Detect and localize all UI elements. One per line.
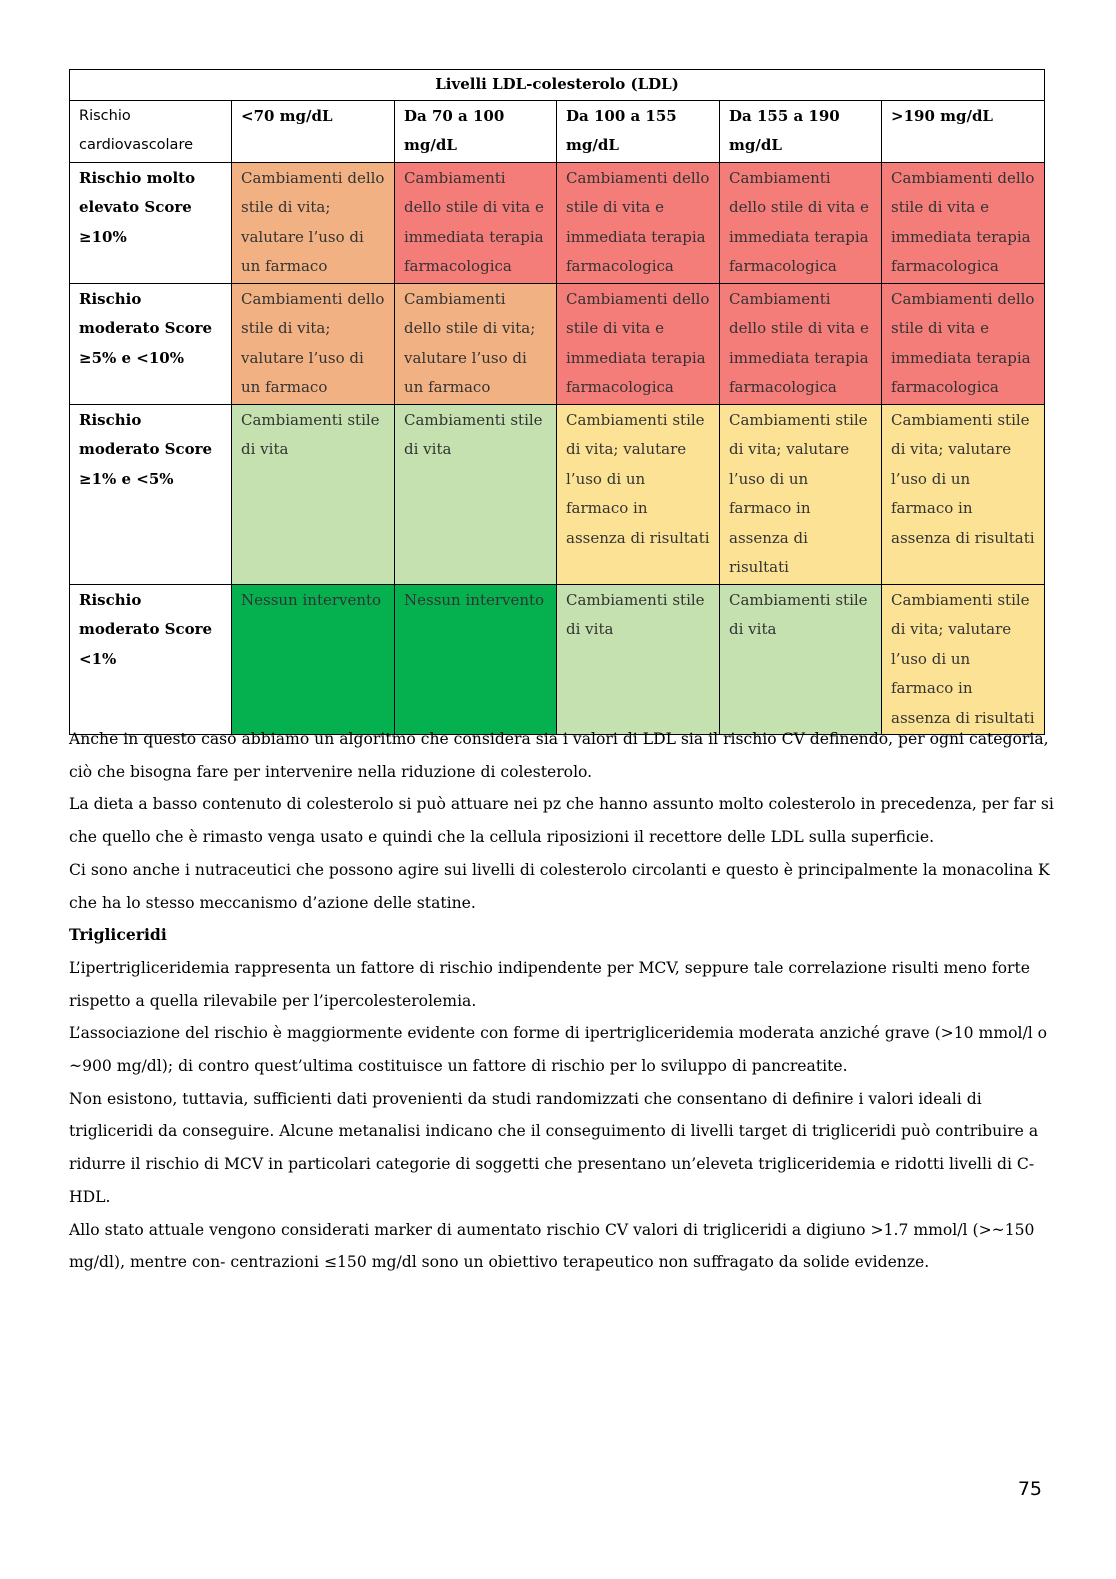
table-row [70,584,1045,735]
row-header: Rischio molto elevato Score ≥10% [70,162,232,283]
section-heading: Trigliceridi [69,925,167,945]
recommendation-cell: Cambiamenti dello stile di vita e immediata terapia farmacologica [557,162,720,283]
recommendation-cell: Cambiamenti dello stile di vita; valutare l’uso di un farmaco [232,283,395,404]
column-header: Da 155 a 190 mg/dL [720,100,882,162]
recommendation-cell: Cambiamenti dello stile di vita e immediata terapia farmacologica [557,283,720,404]
recommendation-cell: Cambiamenti dello stile di vita; valutare l’uso di un farmaco [395,283,557,404]
column-header: <70 mg/dL [232,100,395,162]
paragraph: Ci sono anche i nutraceutici che possono agire sui livelli di colesterolo circolanti e questo è principalmente la monacolina K che ha lo stesso meccanismo d’azione delle statine. [69,860,1050,912]
recommendation-cell: Cambiamenti stile di vita; valutare l’uso di un farmaco in assenza di risultati [882,584,1045,735]
row-header: Rischio moderato Score <1% [70,584,232,735]
recommendation-cell: Cambiamenti dello stile di vita e immediata terapia farmacologica [720,162,882,283]
table-row [70,404,1045,584]
column-header: Da 70 a 100 mg/dL [395,100,557,162]
recommendation-cell: Cambiamenti stile di vita [395,404,557,584]
ldl-risk-table [69,69,1045,735]
recommendation-cell: Nessun intervento [232,584,395,735]
recommendation-cell: Cambiamenti dello stile di vita; valutare l’uso di un farmaco [232,162,395,283]
paragraph: La dieta a basso contenuto di colesterolo si può attuare nei pz che hanno assunto molto colesterolo in precedenza, per far si che quello che è rimasto venga usato e quindi che la cellula riposizioni il recettore delle LDL sulla superficie. [69,795,1054,847]
body-text [69,723,1054,1279]
table-title: Livelli LDL-colesterolo (LDL) [70,70,1045,101]
page-number: 75 [1017,1478,1042,1500]
recommendation-cell: Cambiamenti stile di vita; valutare l’uso di un farmaco in assenza di risultati [720,404,882,584]
column-header: >190 mg/dL [882,100,1045,162]
recommendation-cell: Nessun intervento [395,584,557,735]
recommendation-cell: Cambiamenti dello stile di vita e immediata terapia farmacologica [720,283,882,404]
column-header: Da 100 a 155 mg/dL [557,100,720,162]
recommendation-cell: Cambiamenti stile di vita; valutare l’uso di un farmaco in assenza di risultati [557,404,720,584]
recommendation-cell: Cambiamenti dello stile di vita e immediata terapia farmacologica [882,283,1045,404]
recommendation-cell: Cambiamenti stile di vita [232,404,395,584]
row-header: Rischio moderato Score ≥5% e <10% [70,283,232,404]
paragraph: Non esistono, tuttavia, sufficienti dati provenienti da studi randomizzati che consentano di definire i valori ideali di trigliceridi da conseguire. Alcune metanalisi indicano che il conseguimento di livelli target di trigliceridi può contribuire a ridurre il rischio di MCV in particolari categorie di soggetti che presentano un’eleveta trigliceridemia e ridotti livelli di C-HDL. [69,1089,1039,1206]
corner-header: Rischio cardiovascolare [70,100,232,162]
row-header: Rischio moderato Score ≥1% e <5% [70,404,232,584]
recommendation-cell: Cambiamenti stile di vita [720,584,882,735]
paragraph: L’associazione del rischio è maggiormente evidente con forme di ipertrigliceridemia moderata anziché grave (>10 mmol/l o ~900 mg/dl); di contro quest’ultima costituisce un fattore di rischio per lo sviluppo di pancreatite. [69,1024,1048,1076]
recommendation-cell: Cambiamenti dello stile di vita e immediata terapia farmacologica [395,162,557,283]
table-row [70,162,1045,283]
recommendation-cell: Cambiamenti stile di vita [557,584,720,735]
paragraph: Anche in questo caso abbiamo un algoritmo che considera sia i valori di LDL sia il rischio CV definendo, per ogni categoria, ciò che bisogna fare per intervenire nella riduzione di colesterolo. [69,730,1049,781]
paragraph: Allo stato attuale vengono considerati marker di aumentato rischio CV valori di trigliceridi a digiuno >1.7 mmol/l (>~150 mg/dl), mentre con- centrazioni ≤150 mg/dl sono un obiettivo terapeutico non suffragato da solide evidenze. [69,1220,1035,1272]
table-row [70,283,1045,404]
recommendation-cell: Cambiamenti stile di vita; valutare l’uso di un farmaco in assenza di risultati [882,404,1045,584]
paragraph: L’ipertrigliceridemia rappresenta un fattore di rischio indipendente per MCV, seppure tale correlazione risulti meno forte rispetto a quella rilevabile per l’ipercolesterolemia. [69,958,1030,1010]
recommendation-cell: Cambiamenti dello stile di vita e immediata terapia farmacologica [882,162,1045,283]
